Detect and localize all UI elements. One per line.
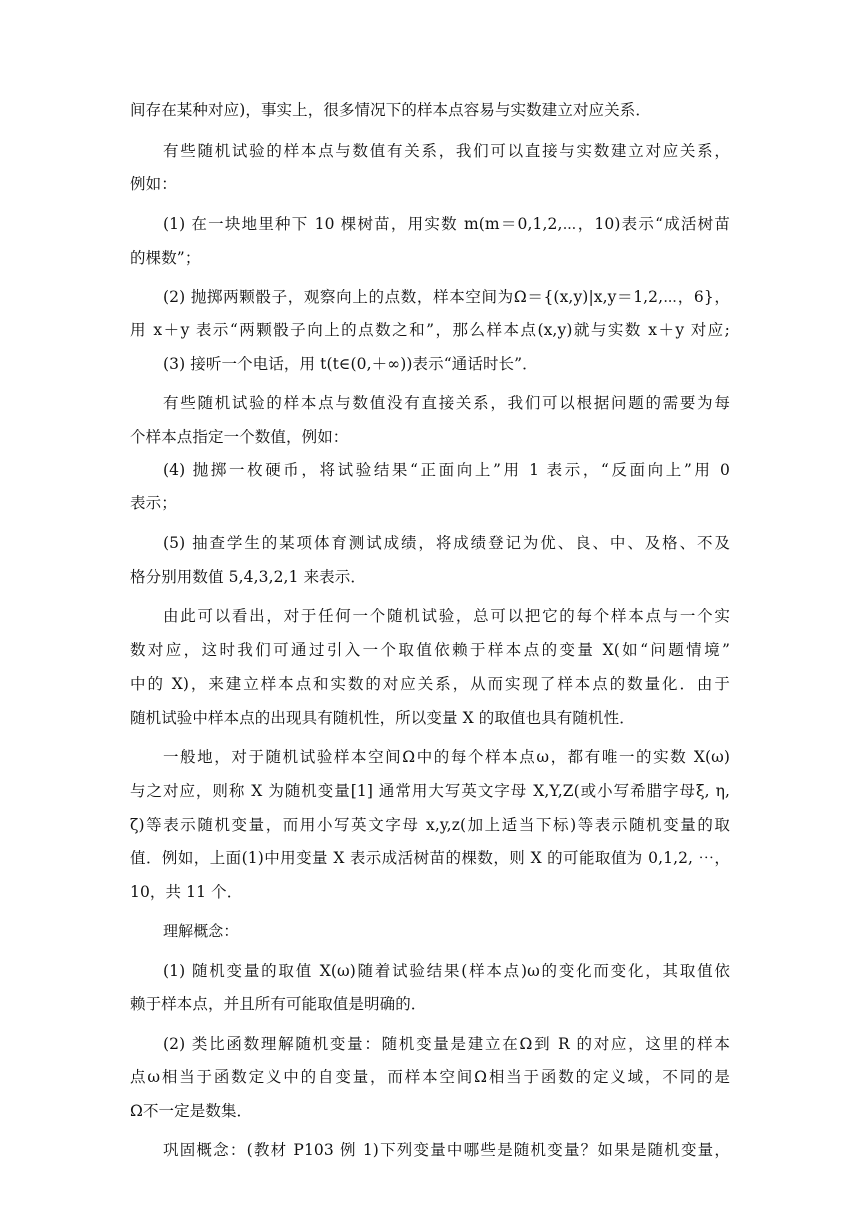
list-item: (3) 接听一个电话，用 t(t∈(0,＋∞))表示“通话时长”．: [163, 355, 538, 373]
list-item: (2) 类比函数理解随机变量：随机变量是建立在Ω到 R 的对应，这里的样本: [163, 1035, 730, 1053]
text-line: 赖于样本点，并且所有可能取值是明确的．: [130, 995, 427, 1013]
text-line: 一般地，对于随机试验样本空间Ω中的每个样本点ω，都有唯一的实数 X(ω): [163, 748, 730, 766]
text-line: 数对应，这时我们可通过引入一个取值依赖于样本点的变量 X(如“问题情境”: [130, 641, 730, 659]
text-line: 例如：: [130, 175, 177, 193]
section-heading: 理解概念：: [163, 922, 239, 940]
text-line: 与之对应，则称 X 为随机变量[1] 通常用大写英文字母 X,Y,Z(或小写希腊字母ξ, η,: [130, 782, 730, 800]
text-line: 点ω相当于函数定义中的自变量，而样本空间Ω相当于函数的定义域，不同的是: [130, 1068, 730, 1086]
text-line: Ω不一定是数集．: [130, 1102, 253, 1120]
text-line: 间存在某种对应)，事实上，很多情况下的样本点容易与实数建立对应关系．: [130, 101, 651, 119]
text-line: 由此可以看出，对于任何一个随机试验，总可以把它的每个样本点与一个实: [163, 607, 730, 625]
list-item: (5) 抽查学生的某项体育测试成绩，将成绩登记为优、良、中、及格、不及: [163, 534, 730, 552]
text-line: 有些随机试验的样本点与数值有关系，我们可以直接与实数建立对应关系，: [163, 142, 730, 160]
text-line: 值．例如，上面(1)中用变量 X 表示成活树苗的棵数，则 X 的可能取值为 0,1,2, ⋯，: [130, 849, 730, 867]
text-line: 用 x＋y 表示“两颗骰子向上的点数之和”，那么样本点(x,y)就与实数 x＋y 对应;: [130, 321, 730, 339]
list-item: (4) 抛掷一枚硬币，将试验结果“正面向上”用 1 表示，“反面向上”用 0: [163, 461, 730, 479]
text-line: 中的 X)，来建立样本点和实数的对应关系，从而实现了样本点的数量化．由于: [130, 675, 730, 693]
text-line: 表示；: [130, 494, 177, 512]
list-item: (1) 随机变量的取值 X(ω)随着试验结果(样本点)ω的变化而变化，其取值依: [163, 962, 730, 980]
text-line: ζ)等表示随机变量，而用小写英文字母 x,y,z(加上适当下标)等表示随机变量的取: [130, 816, 730, 834]
text-line: 的棵数”；: [130, 249, 201, 267]
text-line: 巩固概念：(教材 P103 例 1)下列变量中哪些是随机变量？如果是随机变量，: [163, 1141, 730, 1159]
list-item: (1) 在一块地里种下 10 棵树苗，用实数 m(m＝0,1,2,⋯，10)表示“成活树苗: [163, 215, 730, 233]
text-line: 10，共 11 个．: [130, 883, 243, 901]
text-line: 有些随机试验的样本点与数值没有直接关系，我们可以根据问题的需要为每: [163, 394, 730, 412]
text-line: 随机试验中样本点的出现具有随机性，所以变量 X 的取值也具有随机性．: [130, 709, 635, 727]
list-item: (2) 抛掷两颗骰子，观察向上的点数，样本空间为Ω＝{(x,y)|x,y＝1,2,⋯，6}，: [163, 288, 730, 306]
text-line: 格分别用数值 5,4,3,2,1 来表示．: [130, 568, 366, 586]
text-line: 个样本点指定一个数值，例如：: [130, 428, 349, 446]
